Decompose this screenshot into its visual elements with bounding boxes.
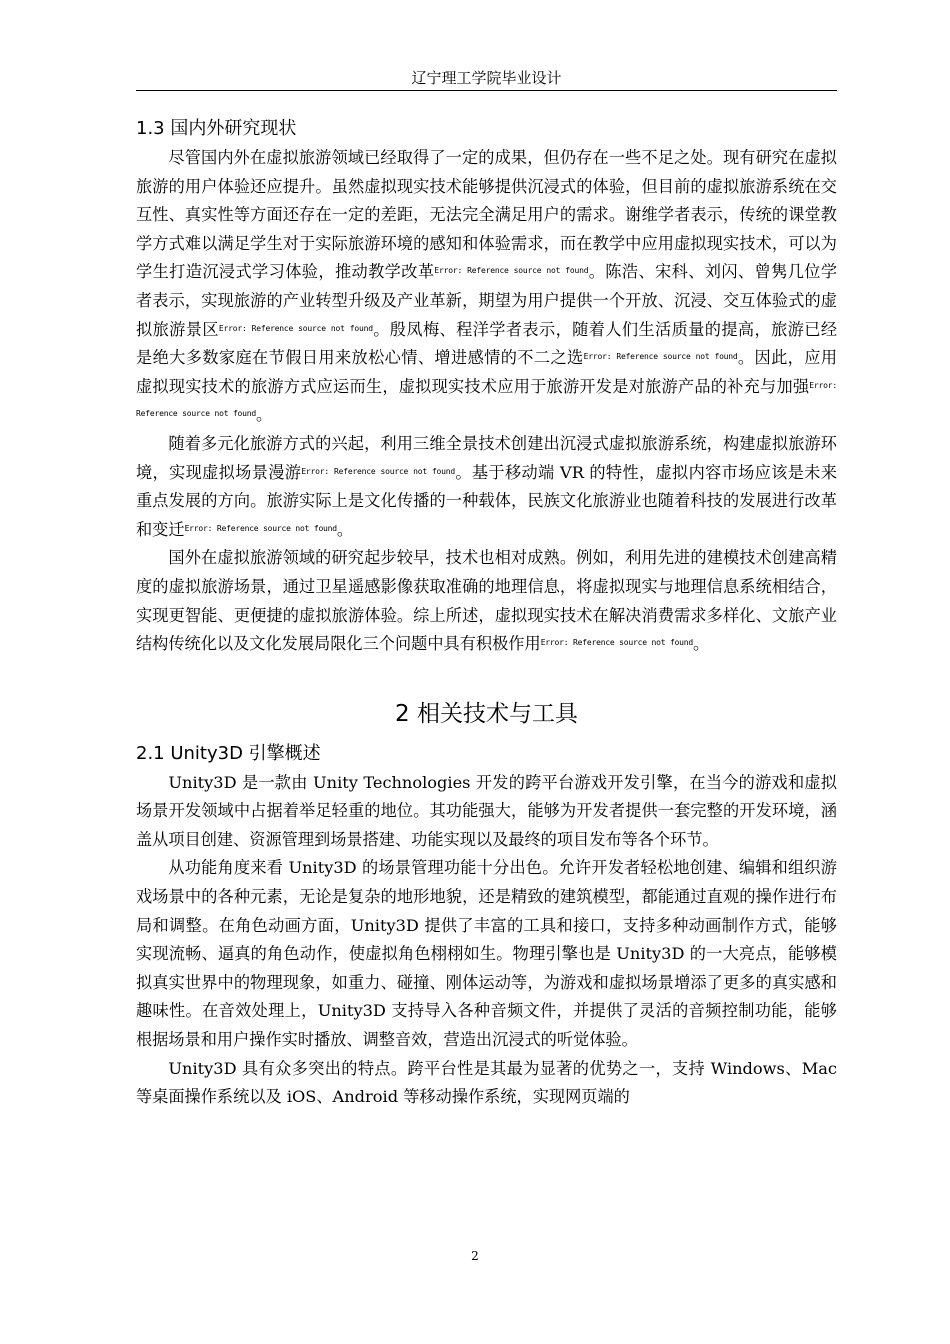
reference-error: Error: Reference source not found xyxy=(583,352,738,362)
paragraph: Unity3D 是一款由 Unity Technologies 开发的跨平台游戏开发引擎，在当今的游戏和虚拟场景开发领域中占据着举足轻重的地位。其功能强大，能够为开发者提供一套完整的开发环境，涵盖从项目创建、资源管理到场景搭建、功能实现以及最终的项目发布等各个环节。 xyxy=(136,772,837,849)
page-number: 2 xyxy=(471,1249,479,1263)
paragraph: Unity3D 具有众多突出的特点。跨平台性是其最为显著的优势之一，支持 Windows、Mac 等桌面操作系统以及 iOS、Android 等移动操作系统，实现网页端的 xyxy=(136,1058,837,1107)
text-run: 。 xyxy=(256,405,273,425)
section-heading-1-3: 1.3 国内外研究现状 xyxy=(136,118,297,139)
reference-error: Error: Reference source not found xyxy=(136,380,837,419)
reference-error: Error: Reference source not found xyxy=(434,266,589,276)
section-heading-2-1: 2.1 Unity3D 引擎概述 xyxy=(136,742,321,764)
text-run: 。陈浩、宋科、刘闪、曾隽几位学者表示，实现旅游的产业转型升级及产业革新，期望为用户提供一个开放、沉浸、交互体验式的虚拟旅游景区 xyxy=(136,262,838,339)
paragraph xyxy=(136,144,837,430)
text-run: 。基于移动端 VR 的特性，虚拟内容市场应该是未来重点发展的方向。旅游实际上是文化传播的一种载体，民族文化旅游业也随着科技的发展进行改革和变迁 xyxy=(136,462,838,539)
text-run: 随着多元化旅游方式的兴起，利用三维全景技术创建出沉浸式虚拟旅游系统，构建虚拟旅游环境，实现虚拟场景漫游 xyxy=(136,433,837,482)
reference-error: Error: Reference source not found xyxy=(218,323,373,333)
page-content xyxy=(136,114,837,1112)
paragraph: 从功能角度来看 Unity3D 的场景管理功能十分出色。允许开发者轻松地创建、编辑和组织游戏场景中的各种元素，无论是复杂的地形地貌，还是精致的建筑模型，都能通过直观的操作进行布局和调整。在角色动画方面，Unity3D 提供了丰富的工具和接口，支持多种动画制作方式，能够实现流畅、逼真的角色动作，使虚拟角色栩栩如生。物理引擎也是 Unity3D 的一大亮点，能够模拟真实世界中的物理现象，如重力、碰撞、刚体运动等，为游戏和虚拟场景增添了更多的真实感和趣味性。在音效处理上，Unity3D 支持导入各种音频文件，并提供了灵活的音频控制功能，能够根据场景和用户操作实时播放、调整音效，营造出沉浸式的听觉体验。 xyxy=(136,858,837,1050)
reference-error: Error: Reference source not found xyxy=(184,523,337,533)
text-run: 。因此，应用虚拟现实技术的旅游方式应运而生，虚拟现实技术应用于旅游开发是对旅游产品的补充与加强 xyxy=(136,348,838,396)
reference-error: Error: Reference source not found xyxy=(301,466,456,476)
text-run: 尽管国内外在虚拟旅游领域已经取得了一定的成果，但仍存在一些不足之处。现有研究在虚拟旅游的用户体验还应提升。虽然虚拟现实技术能够提供沉浸式的体验，但目前的虚拟旅游系统在交互性、真实性等方面还存在一定的差距，无法完全满足用户的需求。谢维学者表示，传统的课堂教学方式难以满足学生对于实际旅游环境的感知和体验需求，而在教学中应用虚拟现实技术，可以为学生打造沉浸式学习体验，推动教学改革 xyxy=(136,148,837,282)
text-run: 。殷凤梅、程洋学者表示，随着人们生活质量的提高，旅游已经是绝大多数家庭在节假日用来放松心情、增进感情的不二之选 xyxy=(136,319,838,368)
paragraph xyxy=(136,544,837,658)
page-header: 辽宁理工学院毕业设计 xyxy=(136,68,837,91)
text-run: 国外在虚拟旅游领域的研究起步较早，技术也相对成熟。例如，利用先进的建模技术创建高精度的虚拟旅游场景，通过卫星遥感影像获取准确的地理信息，将虚拟现实与地理信息系统相结合，实现更智能、更便捷的虚拟旅游体验。综上所述，虚拟现实技术在解决消费需求多样化、文旅产业结构传统化以及文化发展局限化三个问题中具有积极作用 xyxy=(136,548,837,654)
chapter-heading-2: 2 相关技术与工具 xyxy=(395,700,578,727)
text-run: 。 xyxy=(693,634,710,654)
paragraph xyxy=(136,430,837,544)
text-run: 。 xyxy=(336,519,354,539)
reference-error: Error: Reference source not found xyxy=(540,638,694,648)
